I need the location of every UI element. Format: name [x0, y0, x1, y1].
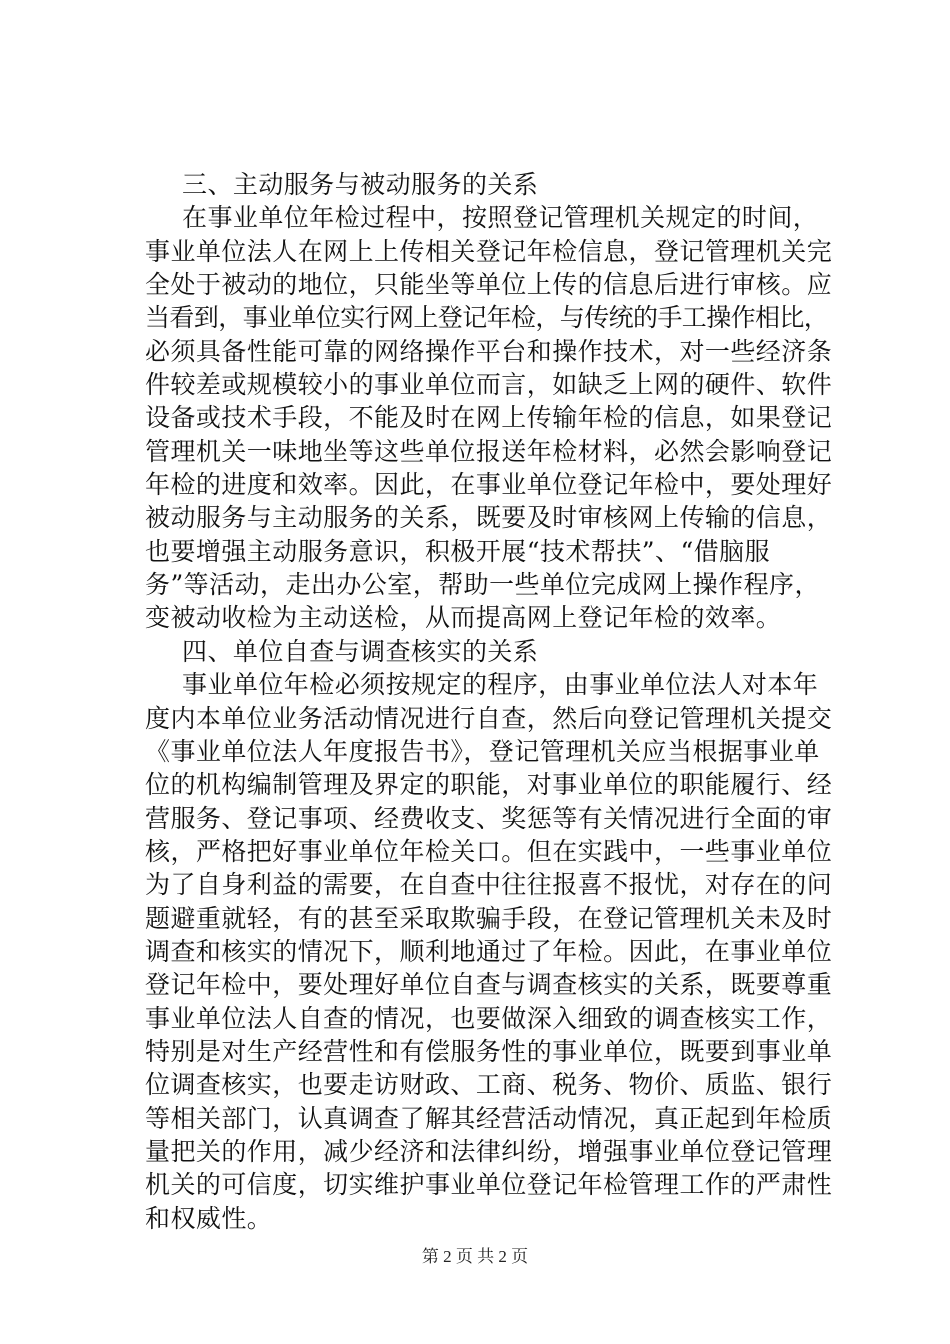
paragraph-line: 《事业单位法人年度报告书》，登记管理机关应当根据事业单	[145, 736, 820, 766]
paragraph-line: 为了自身利益的需要，在自查中往往报喜不报忧，对存在的问	[145, 870, 833, 900]
paragraph-line: 量把关的作用，减少经济和法律纠纷，增强事业单位登记管理	[145, 1136, 833, 1166]
paragraph-line: 件较差或规模较小的事业单位而言，如缺乏上网的硬件、软件	[145, 370, 833, 400]
paragraph-line: 必须具备性能可靠的网络操作平台和操作技术，对一些经济条	[145, 336, 833, 366]
paragraph-line: 等相关部门，认真调查了解其经营活动情况，真正起到年检质	[145, 1103, 833, 1133]
paragraph-line: 特别是对生产经营性和有偿服务性的事业单位，既要到事业单	[145, 1036, 833, 1066]
paragraph-line: 也要增强主动服务意识，积极开展“技术帮扶”、“借脑服	[145, 536, 771, 566]
paragraph-line: 位的机构编制管理及界定的职能，对事业单位的职能履行、经	[145, 770, 833, 800]
paragraph-line: 事业单位法人在网上上传相关登记年检信息，登记管理机关完	[145, 236, 833, 266]
section-heading-4: 四、单位自查与调查核实的关系	[182, 636, 539, 666]
document-body	[145, 168, 845, 1235]
page-number-footer: 第 2 页 共 2 页	[421, 1247, 529, 1266]
paragraph-line: 和权威性。	[145, 1203, 273, 1233]
paragraph-line: 年检的进度和效率。因此，在事业单位登记年检中，要处理好	[145, 470, 833, 500]
paragraph-line: 位调查核实，也要走访财政、工商、税务、物价、质监、银行	[145, 1070, 833, 1100]
paragraph-line: 在事业单位年检过程中，按照登记管理机关规定的时间，	[182, 203, 819, 233]
section-heading-3: 三、主动服务与被动服务的关系	[182, 170, 539, 199]
paragraph-line: 机关的可信度，切实维护事业单位登记年检管理工作的严肃性	[145, 1170, 833, 1200]
paragraph-line: 登记年检中，要处理好单位自查与调查核实的关系，既要尊重	[145, 970, 833, 1000]
paragraph-line: 营服务、登记事项、经费收支、奖惩等有关情况进行全面的审	[145, 803, 833, 833]
paragraph-line: 题避重就轻，有的甚至采取欺骗手段，在登记管理机关未及时	[145, 903, 833, 933]
paragraph-line: 管理机关一味地坐等这些单位报送年检材料，必然会影响登记	[145, 436, 833, 466]
paragraph-line: 设备或技术手段，不能及时在网上传输年检的信息，如果登记	[145, 403, 833, 433]
paragraph-line: 全处于被动的地位，只能坐等单位上传的信息后进行审核。应	[145, 270, 833, 300]
paragraph-line: 度内本单位业务活动情况进行自查，然后向登记管理机关提交	[145, 703, 833, 733]
paragraph-line: 事业单位年检必须按规定的程序，由事业单位法人对本年	[182, 670, 819, 700]
paragraph-line: 核，严格把好事业单位年检关口。但在实践中，一些事业单位	[145, 836, 833, 866]
paragraph-line: 被动服务与主动服务的关系，既要及时审核网上传输的信息，	[145, 503, 833, 533]
paragraph-line: 事业单位法人自查的情况，也要做深入细致的调查核实工作，	[145, 1003, 833, 1033]
paragraph-line: 变被动收检为主动送检，从而提高网上登记年检的效率。	[145, 603, 782, 633]
paragraph-line: 调查和核实的情况下，顺利地通过了年检。因此，在事业单位	[145, 936, 833, 966]
paragraph-line: 当看到，事业单位实行网上登记年检，与传统的手工操作相比，	[145, 303, 829, 333]
paragraph-line: 务”等活动，走出办公室，帮助一些单位完成网上操作程序，	[145, 570, 820, 600]
